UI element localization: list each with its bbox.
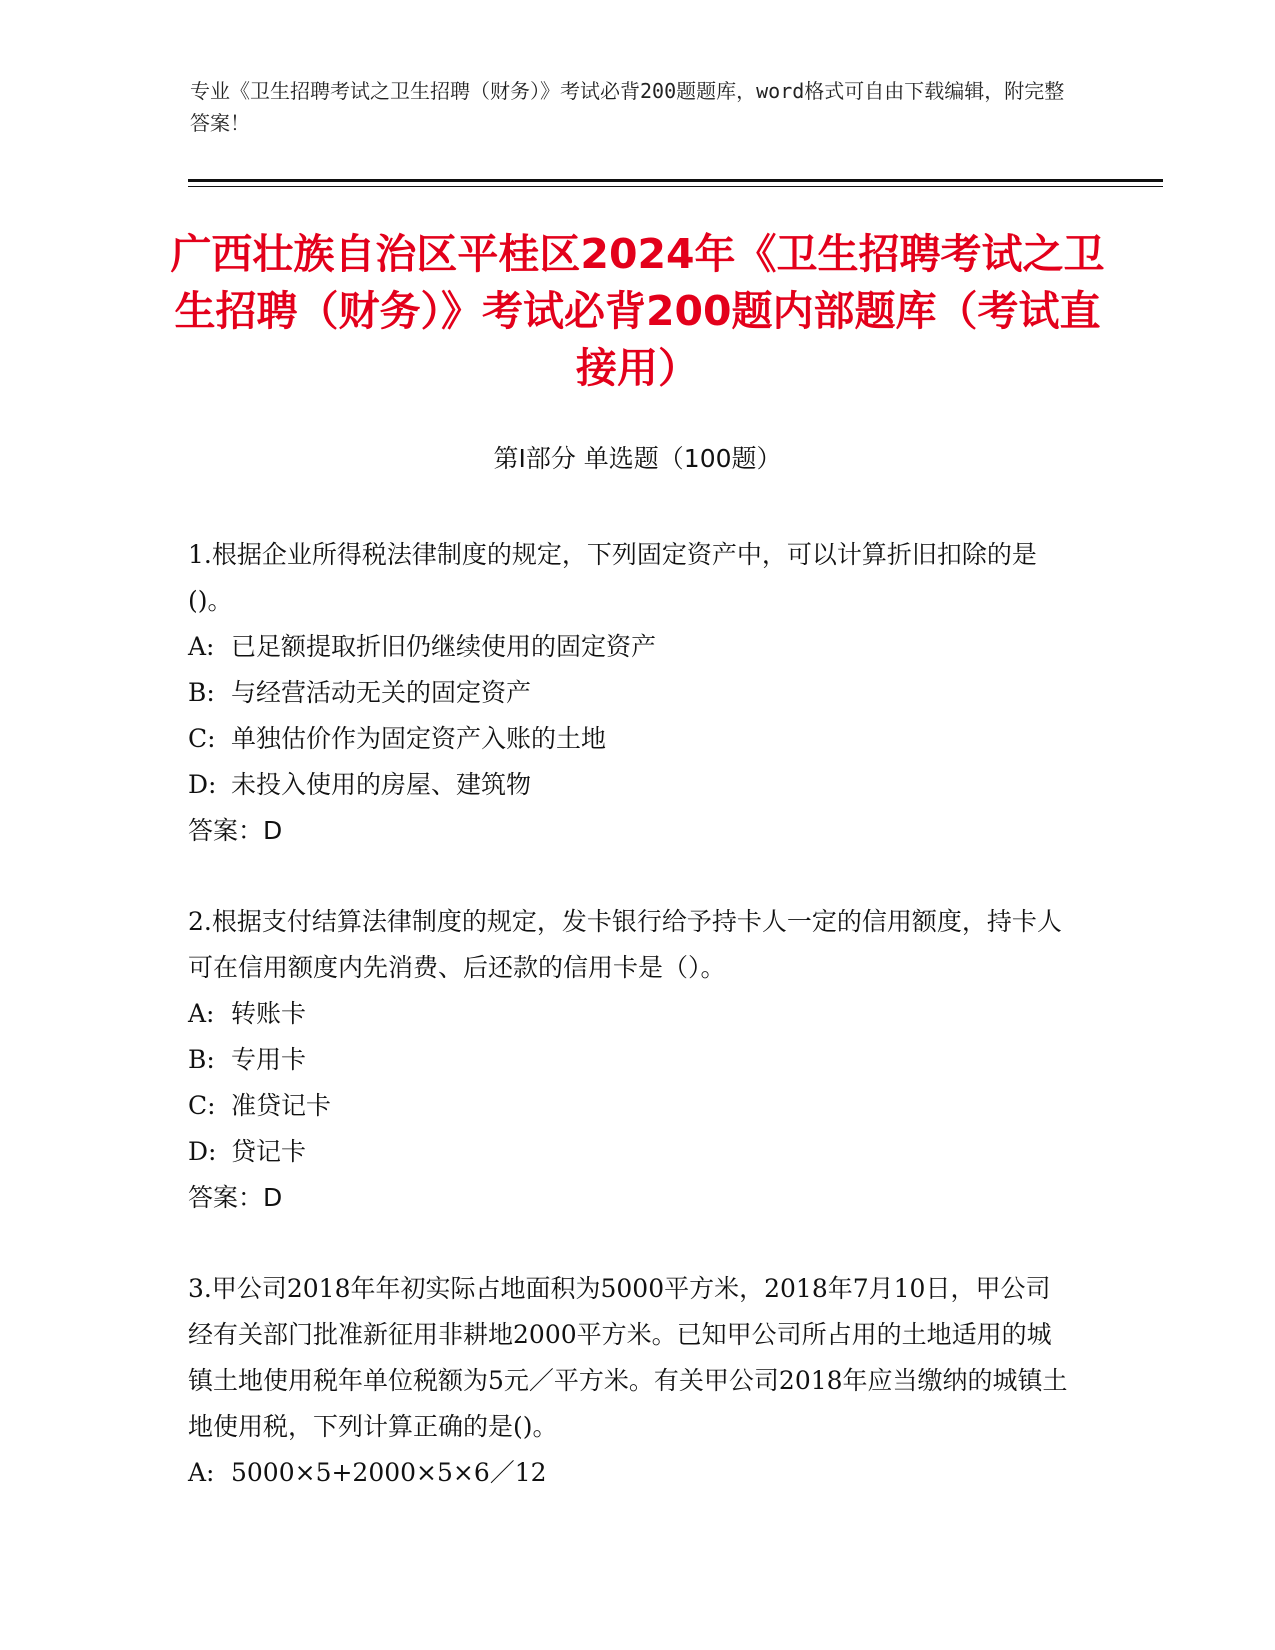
question-list [188,532,1068,1541]
option-text: 单独估价作为固定资产入账的土地 [231,724,607,753]
option-text: 5000×5+2000×5×6／12 [231,1458,547,1487]
option-key: C: [188,1091,216,1120]
option-b [188,670,1068,716]
option-a [188,1450,1068,1496]
option-d [188,1129,1068,1175]
option-key: D: [188,770,217,799]
option-text: 贷记卡 [231,1137,307,1166]
option-text: 未投入使用的房屋、建筑物 [231,770,532,799]
option-text: 转账卡 [231,999,307,1028]
document-title: 广西壮族自治区平桂区2024年《卫生招聘考试之卫生招聘（财务）》考试必背200题内部题库（考试直接用） [170,230,1105,392]
option-text: 准贷记卡 [231,1091,332,1120]
option-a [188,991,1068,1037]
question-2 [188,899,1068,1221]
question-1 [188,532,1068,854]
answer-line: 答案：D [188,1183,283,1212]
header-divider-thick [188,179,1163,182]
option-b [188,1037,1068,1083]
option-a [188,624,1068,670]
option-c [188,716,1068,762]
option-key: D: [188,1137,217,1166]
option-d [188,762,1068,808]
question-text: 2.根据支付结算法律制度的规定，发卡银行给予持卡人一定的信用额度，持卡人可在信用额度内先消费、后还款的信用卡是（）。 [188,907,1062,982]
option-key: B: [188,678,215,707]
answer-line: 答案：D [188,816,283,845]
option-key: A: [188,999,215,1028]
header-note: 专业《卫生招聘考试之卫生招聘（财务）》考试必背200题题库，word格式可自由下载编辑，附完整答案！ [190,79,1065,135]
option-key: A: [188,1458,215,1487]
option-text: 专用卡 [231,1045,307,1074]
option-key: B: [188,1045,215,1074]
option-c [188,1083,1068,1129]
section-title: 第Ⅰ部分 单选题（100题） [493,444,782,473]
option-key: A: [188,632,215,661]
header-divider-thin [188,186,1163,187]
option-key: C: [188,724,216,753]
option-text: 与经营活动无关的固定资产 [231,678,532,707]
question-text: 3.甲公司2018年年初实际占地面积为5000平方米，2018年7月10日，甲公司经有关部门批准新征用非耕地2000平方米。已知甲公司所占用的土地适用的城镇土地使用税年单位税额为5元／平方米。有关甲公司2018年应当缴纳的城镇土地使用税，下列计算正确的是()。 [188,1274,1068,1441]
question-text: 1.根据企业所得税法律制度的规定，下列固定资产中，可以计算折旧扣除的是()。 [188,540,1037,615]
question-3 [188,1266,1068,1496]
option-text: 已足额提取折旧仍继续使用的固定资产 [231,632,657,661]
